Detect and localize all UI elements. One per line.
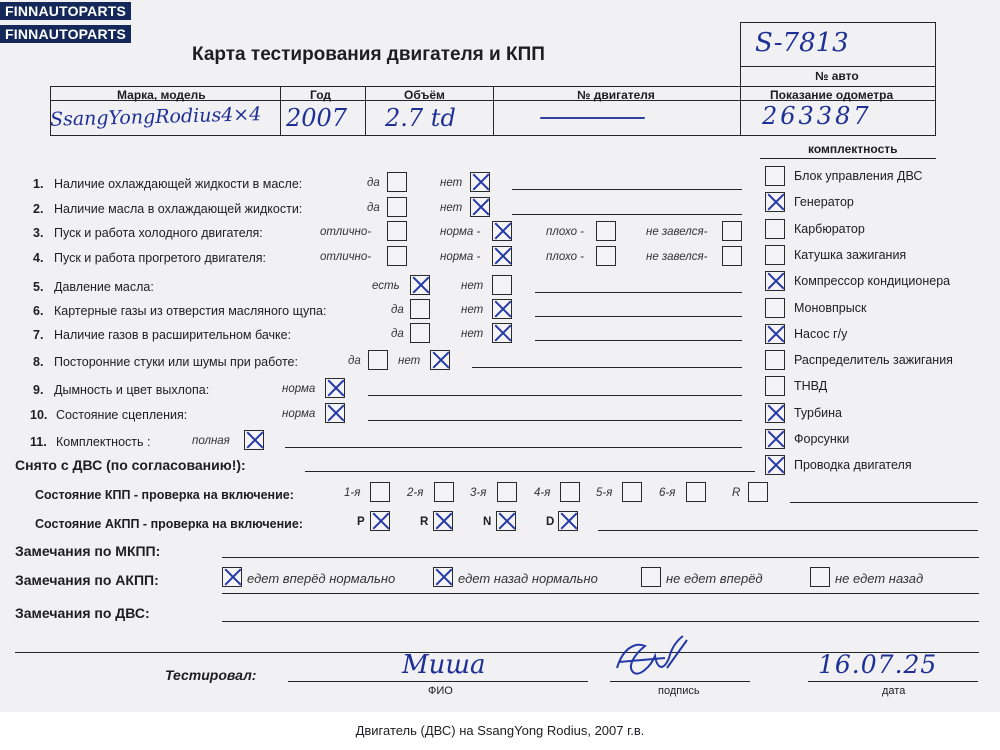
th-engine-no: № двигателя: [577, 88, 655, 102]
option-checkbox[interactable]: [387, 221, 407, 241]
car-number-label: № авто: [815, 69, 859, 83]
car-number-value: S-7813: [755, 28, 849, 58]
option-checkbox[interactable]: [410, 275, 430, 295]
check-label: Комплектность :: [56, 435, 151, 449]
kpp-gear-label: 3-я: [470, 487, 487, 499]
akpp-gear-label: P: [357, 516, 365, 528]
option-checkbox[interactable]: [470, 172, 490, 192]
option-label: отлично-: [320, 251, 372, 263]
akpp-label: Состояние АКПП - проверка на включение:: [35, 517, 303, 531]
kpp-gear-checkbox[interactable]: [686, 482, 706, 502]
kit-checkbox[interactable]: [765, 271, 785, 291]
kpp-gear-label: 2-я: [407, 487, 424, 499]
kit-item-label: Насос г/у: [794, 326, 848, 341]
kpp-gear-label: 5-я: [596, 487, 613, 499]
option-label: нет: [440, 202, 463, 214]
value-year: 2007: [286, 104, 348, 132]
option-checkbox[interactable]: [410, 299, 430, 319]
th-year: Год: [310, 88, 331, 102]
option-checkbox[interactable]: [492, 299, 512, 319]
check-label: Состояние сцепления:: [56, 408, 188, 422]
option-label: отлично-: [320, 226, 372, 238]
option-checkbox[interactable]: [492, 246, 512, 266]
kpp-gear-checkbox[interactable]: [497, 482, 517, 502]
check-number: 5.: [33, 280, 44, 294]
option-checkbox[interactable]: [492, 221, 512, 241]
option-checkbox[interactable]: [325, 378, 345, 398]
akpp-gear-checkbox[interactable]: [433, 511, 453, 531]
check-label: Картерные газы из отверстия масляного щупа:: [54, 304, 327, 318]
kpp-label: Состояние КПП - проверка на включение:: [35, 488, 294, 502]
kit-checkbox[interactable]: [765, 455, 785, 475]
option-checkbox[interactable]: [387, 246, 407, 266]
remarks-mkpp-label: Замечания по МКПП:: [15, 543, 161, 559]
date-label: дата: [882, 685, 906, 697]
check-label: Наличие газов в расширительном бачке:: [54, 328, 292, 342]
check-label: Пуск и работа холодного двигателя:: [54, 226, 263, 240]
check-number: 2.: [33, 202, 44, 216]
remarks-dvs-label: Замечания по ДВС:: [15, 605, 150, 621]
fill-line: [512, 214, 742, 215]
fill-line: [535, 292, 742, 293]
signature-label: подпись: [658, 685, 700, 697]
kpp-gear-checkbox[interactable]: [370, 482, 390, 502]
kit-checkbox[interactable]: [765, 350, 785, 370]
akpp-remark-checkbox[interactable]: [433, 567, 453, 587]
kpp-gear-checkbox[interactable]: [622, 482, 642, 502]
option-label: норма: [282, 408, 316, 420]
option-label: да: [391, 328, 404, 340]
check-number: 6.: [33, 304, 44, 318]
fill-line: [472, 367, 742, 368]
th-volume: Объём: [404, 88, 445, 102]
tested-label: Тестировал:: [165, 667, 257, 683]
check-number: 7.: [33, 328, 44, 342]
check-label: Дымность и цвет выхлопа:: [54, 383, 210, 397]
check-number: 9.: [33, 383, 44, 397]
value-odometer: 263387: [762, 102, 872, 130]
removed-label: Снято с ДВС (по согласованию!):: [15, 457, 246, 473]
photo-caption: Двигатель (ДВС) на SsangYong Rodius, 2007 г.в.: [0, 712, 1000, 750]
check-label: Наличие охлаждающей жидкости в масле:: [54, 177, 303, 191]
fill-line: [535, 316, 742, 317]
option-label: нет: [440, 177, 463, 189]
akpp-gear-checkbox[interactable]: [558, 511, 578, 531]
option-label: есть: [372, 280, 400, 292]
option-checkbox[interactable]: [410, 323, 430, 343]
option-label: плохо -: [546, 251, 584, 263]
option-checkbox[interactable]: [368, 350, 388, 370]
kit-checkbox[interactable]: [765, 376, 785, 396]
kit-title: комплектность: [808, 142, 898, 156]
option-checkbox[interactable]: [596, 221, 616, 241]
option-checkbox[interactable]: [596, 246, 616, 266]
test-date: 16.07.25: [818, 650, 938, 679]
check-label: Пуск и работа прогретого двигателя:: [54, 251, 266, 265]
kit-checkbox[interactable]: [765, 429, 785, 449]
kpp-gear-checkbox[interactable]: [560, 482, 580, 502]
akpp-gear-label: R: [420, 516, 429, 528]
kit-item-label: Моновпрыск: [794, 300, 867, 315]
option-label: да: [391, 304, 404, 316]
check-label: Давление масла:: [54, 280, 154, 294]
kpp-gear-checkbox[interactable]: [748, 482, 768, 502]
watermark-logo: FINNAUTOPARTS: [0, 2, 131, 20]
akpp-remark-label: не едет назад: [835, 571, 924, 586]
akpp-remark-checkbox[interactable]: [641, 567, 661, 587]
akpp-remark-checkbox[interactable]: [222, 567, 242, 587]
kit-item-label: Компрессор кондиционера: [794, 274, 951, 289]
option-label: норма: [282, 383, 316, 395]
check-number: 4.: [33, 251, 44, 265]
fill-line: [368, 420, 742, 421]
remarks-akpp-label: Замечания по АКПП:: [15, 572, 159, 588]
option-label: нет: [398, 355, 421, 367]
kpp-gear-label: 4-я: [534, 487, 551, 499]
fio-label: ФИО: [428, 685, 453, 697]
option-checkbox[interactable]: [387, 172, 407, 192]
option-checkbox[interactable]: [387, 197, 407, 217]
page-title: Карта тестирования двигателя и КПП: [192, 44, 545, 65]
akpp-gear-label: D: [546, 516, 555, 528]
option-checkbox[interactable]: [244, 430, 264, 450]
fill-line: [512, 189, 742, 190]
check-label: Наличие масла в охлаждающей жидкости:: [54, 202, 303, 216]
akpp-remark-checkbox[interactable]: [810, 567, 830, 587]
option-label: да: [367, 177, 380, 189]
option-label: норма -: [440, 226, 481, 238]
option-label: да: [348, 355, 361, 367]
fill-line: [285, 447, 742, 448]
kit-checkbox[interactable]: [765, 403, 785, 423]
check-number: 11.: [30, 435, 47, 449]
option-checkbox[interactable]: [722, 246, 742, 266]
check-number: 10.: [30, 408, 48, 422]
check-number: 3.: [33, 226, 44, 240]
option-checkbox[interactable]: [430, 350, 450, 370]
kpp-gear-label: 1-я: [344, 487, 361, 499]
kit-checkbox[interactable]: [765, 324, 785, 344]
check-label: Посторонние стуки или шумы при работе:: [54, 355, 298, 369]
option-checkbox[interactable]: [492, 323, 512, 343]
kit-item-label: Турбина: [794, 405, 842, 420]
option-label: нет: [461, 304, 484, 316]
th-model: Марка, модель: [117, 88, 206, 102]
kit-item-label: Блок управления ДВС: [794, 169, 923, 183]
kit-checkbox[interactable]: [765, 219, 785, 239]
option-checkbox[interactable]: [325, 403, 345, 423]
kit-item-label: Проводка двигателя: [794, 458, 912, 473]
akpp-remark-label: не едет вперёд: [666, 571, 763, 586]
check-number: 8.: [33, 355, 44, 369]
kpp-gear-checkbox[interactable]: [434, 482, 454, 502]
option-label: норма -: [440, 251, 481, 263]
fill-line: [535, 340, 742, 341]
option-label: нет: [461, 328, 484, 340]
option-checkbox[interactable]: [470, 197, 490, 217]
option-label: плохо -: [546, 226, 584, 238]
th-odometer: Показание одометра: [770, 88, 894, 102]
akpp-remark-label: едет назад нормально: [458, 571, 598, 586]
kit-checkbox[interactable]: [765, 245, 785, 265]
kit-item-label: Генератор: [794, 195, 854, 210]
signature: [605, 628, 695, 686]
kpp-gear-label: 6-я: [659, 487, 676, 499]
option-checkbox[interactable]: [492, 275, 512, 295]
akpp-gear-checkbox[interactable]: [370, 511, 390, 531]
option-label: нет: [461, 280, 484, 292]
option-label: да: [367, 202, 380, 214]
kit-item-label: Распределитель зажигания: [794, 353, 953, 368]
kit-item-label: Катушка зажигания: [794, 247, 907, 262]
value-model: SsangYongRodius4×4: [49, 103, 262, 131]
option-label: полная: [192, 435, 230, 447]
kit-checkbox[interactable]: [765, 192, 785, 212]
value-volume: 2.7 td: [385, 104, 456, 132]
kit-checkbox[interactable]: [765, 298, 785, 318]
option-checkbox[interactable]: [722, 221, 742, 241]
fill-line: [368, 395, 742, 396]
kpp-gear-label: R: [732, 487, 741, 499]
akpp-gear-checkbox[interactable]: [496, 511, 516, 531]
kit-checkbox[interactable]: [765, 166, 785, 186]
option-label: не завелся-: [646, 251, 708, 263]
check-number: 1.: [33, 177, 44, 191]
tester-name: Миша: [402, 650, 486, 680]
kit-item-label: Карбюратор: [794, 221, 865, 236]
watermark-logo-2: FINNAUTOPARTS: [0, 25, 131, 43]
option-label: не завелся-: [646, 226, 708, 238]
kit-item-label: ТНВД: [794, 379, 828, 394]
engine-no-dash: [540, 117, 645, 119]
akpp-gear-label: N: [483, 516, 492, 528]
kit-item-label: Форсунки: [794, 432, 850, 446]
akpp-remark-label: едет вперёд нормально: [247, 571, 396, 586]
